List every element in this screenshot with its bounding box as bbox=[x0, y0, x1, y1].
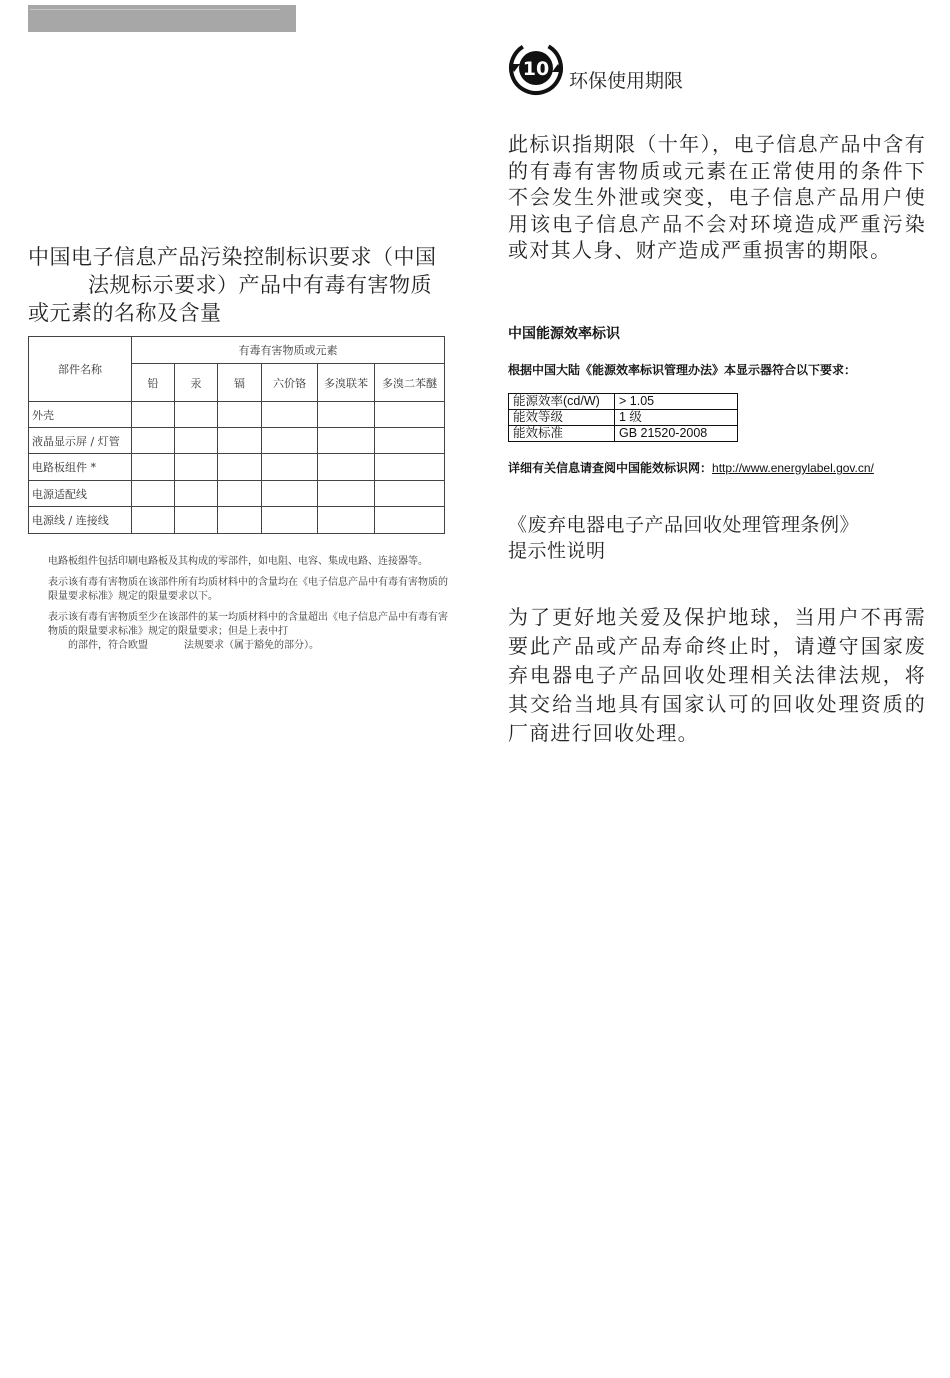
table-row bbox=[509, 394, 738, 410]
table-row bbox=[29, 428, 445, 454]
hazardous-substance-table bbox=[28, 336, 445, 534]
weee-title-line2: 提示性说明 bbox=[508, 540, 606, 562]
table-cell bbox=[318, 454, 375, 481]
table-cell bbox=[175, 507, 218, 534]
energy-value-cell: > 1.05 bbox=[615, 394, 738, 410]
header-bar-highlight bbox=[30, 9, 280, 10]
table-cell bbox=[262, 481, 318, 507]
table-row bbox=[29, 454, 445, 481]
substance-header: 汞 bbox=[175, 364, 218, 402]
table-row bbox=[29, 481, 445, 507]
part-name-cell: 液晶显示屏 / 灯管 bbox=[29, 428, 132, 454]
table-notes bbox=[48, 555, 448, 660]
energy-label-cell: 能效标准 bbox=[509, 426, 615, 442]
energy-value-cell: 1 级 bbox=[615, 410, 738, 426]
note-exceed-part1: 表示该有毒有害物质至少在该部件的某一均质材料中的含量超出《电子信息产品中有毒有害物质的限量要求标准》规定的限量要求；但是上表中打 bbox=[48, 612, 448, 637]
table-cell bbox=[218, 481, 262, 507]
part-name-cell: 电源适配线 bbox=[29, 481, 132, 507]
table-cell bbox=[262, 454, 318, 481]
table-cell bbox=[132, 402, 175, 428]
weee-description: 为了更好地关爱及保护地球，当用户不再需要此产品或产品寿命终止时，请遵守国家废弃电器电子产品回收处理相关法律法规，将其交给当地具有国家认可的回收处理资质的厂商进行回收处理。 bbox=[508, 605, 926, 745]
table-cell bbox=[375, 454, 445, 481]
epp-logo-number: 10 bbox=[522, 58, 550, 80]
epp-title: 环保使用期限 bbox=[569, 70, 684, 92]
substance-group-header: 有毒有害物质或元素 bbox=[132, 337, 445, 364]
environmental-protection-period-logo-icon bbox=[508, 40, 564, 96]
energy-label-website-link[interactable]: http://www.energylabel.gov.cn/ bbox=[712, 461, 874, 475]
substance-header: 铅 bbox=[132, 364, 175, 402]
table-cell bbox=[318, 507, 375, 534]
part-name-cell: 电源线 / 连接线 bbox=[29, 507, 132, 534]
part-name-cell: 电路板组件 * bbox=[29, 454, 132, 481]
weee-title-line1: 《废弃电器电子产品回收处理管理条例》 bbox=[508, 514, 860, 536]
energy-label-heading: 中国能源效率标识 bbox=[508, 326, 620, 342]
part-name-header: 部件名称 bbox=[29, 337, 132, 402]
table-cell bbox=[218, 402, 262, 428]
substance-header: 多溴联苯 bbox=[318, 364, 375, 402]
energy-label-intro: 根据中国大陆《能源效率标识管理办法》本显示器符合以下要求： bbox=[508, 363, 857, 377]
substance-header: 多溴二苯醚 bbox=[375, 364, 445, 402]
energy-value-cell: GB 21520-2008 bbox=[615, 426, 738, 442]
table-cell bbox=[375, 428, 445, 454]
substance-header: 镉 bbox=[218, 364, 262, 402]
table-row bbox=[29, 402, 445, 428]
table-cell bbox=[318, 428, 375, 454]
energy-label-cell: 能源效率(cd/W) bbox=[509, 394, 615, 410]
table-row bbox=[29, 507, 445, 534]
note-exceed-part2: 的部件，符合欧盟 bbox=[68, 640, 148, 651]
note-circuit-board: 电路板组件包括印刷电路板及其构成的零部件，如电阻、电容、集成电路、连接器等。 bbox=[48, 556, 428, 567]
table-cell bbox=[262, 402, 318, 428]
table-row bbox=[509, 410, 738, 426]
table-cell bbox=[132, 507, 175, 534]
table-cell bbox=[375, 481, 445, 507]
rohs-title-part2: 法规标示要求）产品中有毒有害物质或元素的名称及含量 bbox=[28, 273, 432, 325]
table-cell bbox=[318, 481, 375, 507]
table-cell bbox=[318, 402, 375, 428]
epp-description: 此标识指期限（十年），电子信息产品中含有的有毒有害物质或元素在正常使用的条件下不会发生外泄或突变，电子信息产品用户使用该电子信息产品不会对环境造成严重污染或对其人身、财产造成严重损害的期限。 bbox=[508, 132, 926, 262]
table-cell bbox=[218, 507, 262, 534]
table-cell bbox=[132, 428, 175, 454]
table-cell bbox=[218, 454, 262, 481]
table-cell bbox=[375, 507, 445, 534]
table-cell bbox=[175, 454, 218, 481]
table-row bbox=[509, 426, 738, 442]
table-cell bbox=[175, 481, 218, 507]
rohs-title-part1: 中国电子信息产品污染控制标识要求（中国 bbox=[28, 245, 437, 269]
weee-section-title bbox=[508, 512, 928, 564]
table-cell bbox=[375, 402, 445, 428]
table-cell bbox=[262, 428, 318, 454]
note-exceed-limit bbox=[48, 611, 448, 653]
energy-link-prefix: 详细有关信息请查阅中国能效标识网： bbox=[508, 461, 713, 475]
substance-header: 六价铬 bbox=[262, 364, 318, 402]
table-cell bbox=[175, 402, 218, 428]
note-below-limit: 表示该有毒有害物质在该部件所有均质材料中的含量均在《电子信息产品中有毒有害物质的限量要求标准》规定的限量要求以下。 bbox=[48, 577, 448, 602]
table-cell bbox=[218, 428, 262, 454]
table-cell bbox=[132, 481, 175, 507]
table-cell bbox=[175, 428, 218, 454]
energy-label-cell: 能效等级 bbox=[509, 410, 615, 426]
energy-label-info-line bbox=[508, 459, 874, 476]
part-name-cell: 外壳 bbox=[29, 402, 132, 428]
energy-efficiency-table bbox=[508, 393, 738, 442]
table-cell bbox=[262, 507, 318, 534]
rohs-section-title bbox=[28, 243, 448, 327]
table-cell bbox=[132, 454, 175, 481]
note-exceed-part3: 法规要求（属于豁免的部分）。 bbox=[184, 640, 319, 651]
